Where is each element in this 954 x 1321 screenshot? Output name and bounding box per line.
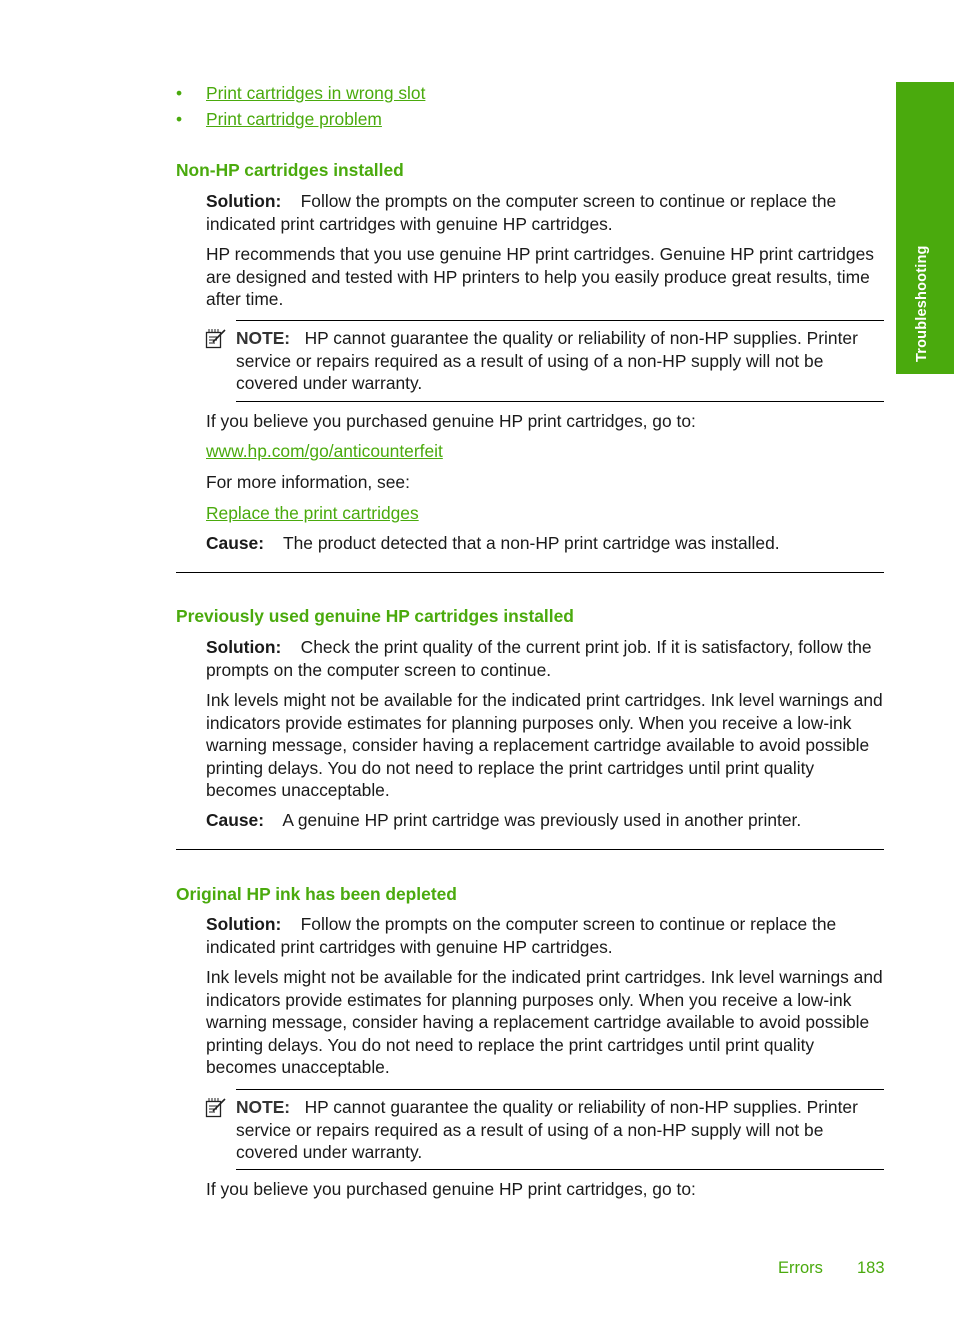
footer-page-number: 183	[857, 1259, 885, 1277]
note-label: NOTE:	[236, 1097, 291, 1117]
side-tab-troubleshooting	[896, 82, 954, 374]
note-paragraph	[236, 327, 886, 395]
note-paragraph	[236, 1096, 886, 1164]
heading-non-hp-cartridges: Non-HP cartridges installed	[176, 160, 404, 180]
heading-original-ink-depleted: Original HP ink has been depleted	[176, 884, 457, 904]
link-anticounterfeit[interactable]: www.hp.com/go/anticounterfeit	[206, 441, 443, 461]
more-info-paragraph: For more information, see:	[206, 472, 410, 492]
solution-paragraph	[206, 636, 886, 681]
note-icon	[205, 1097, 227, 1119]
note-label: NOTE:	[236, 328, 291, 348]
ink-levels-paragraph: Ink levels might not be available for the indicated print cartridges. Ink level warnings and indicators provide estimates for planning purposes only. When you receive a low-ink warning message, consider having a replacement cartridge available to avoid possible printing delays. You do not need to replace the print cartridges until print quality becomes unacceptable.	[206, 967, 883, 1077]
recommend-paragraph: HP recommends that you use genuine HP print cartridges. Genuine HP print cartridges are designed and tested with HP printers to help you easily produce great results, time after time.	[206, 244, 874, 309]
note-text: HP cannot guarantee the quality or reliability of non-HP supplies. Printer service or repairs required as a result of using of a non-HP supply will not be covered under warranty.	[236, 328, 858, 393]
section-divider	[176, 849, 884, 850]
believe-paragraph: If you believe you purchased genuine HP print cartridges, go to:	[206, 1179, 696, 1199]
cause-label: Cause:	[206, 533, 264, 553]
bullet-marker: •	[176, 109, 183, 129]
ink-levels-paragraph: Ink levels might not be available for the indicated print cartridges. Ink level warnings and indicators provide estimates for planning purposes only. When you receive a low-ink warning message, consider having a replacement cartridge available to avoid possible printing delays. You do not need to replace the print cartridges until print quality becomes unacceptable.	[206, 690, 883, 800]
heading-previously-used-cartridges: Previously used genuine HP cartridges installed	[176, 606, 574, 626]
cause-paragraph	[206, 809, 886, 832]
link-replace-print-cartridges[interactable]: Replace the print cartridges	[206, 503, 419, 523]
cause-text: A genuine HP print cartridge was previously used in another printer.	[282, 810, 802, 830]
solution-text: Check the print quality of the current print job. If it is satisfactory, follow the prompts on the computer screen to continue.	[206, 637, 872, 680]
solution-text: Follow the prompts on the computer screen to continue or replace the indicated print cartridges with genuine HP cartridges.	[206, 914, 837, 957]
note-top-rule	[236, 1089, 884, 1090]
cause-label: Cause:	[206, 810, 264, 830]
note-icon	[205, 328, 227, 350]
link-print-cartridge-problem[interactable]: Print cartridge problem	[206, 109, 382, 129]
link-print-cartridges-wrong-slot[interactable]: Print cartridges in wrong slot	[206, 83, 426, 103]
section-divider	[176, 572, 884, 573]
solution-text: Follow the prompts on the computer screen to continue or replace the indicated print cartridges with genuine HP cartridges.	[206, 191, 837, 234]
solution-paragraph	[206, 190, 886, 235]
solution-label: Solution:	[206, 914, 282, 934]
note-top-rule	[236, 320, 884, 321]
note-bottom-rule	[236, 401, 884, 402]
cause-text: The product detected that a non-HP print cartridge was installed.	[283, 533, 780, 553]
believe-paragraph: If you believe you purchased genuine HP print cartridges, go to:	[206, 411, 696, 431]
note-text: HP cannot guarantee the quality or reliability of non-HP supplies. Printer service or repairs required as a result of using of a non-HP supply will not be covered under warranty.	[236, 1097, 858, 1162]
solution-label: Solution:	[206, 191, 282, 211]
note-bottom-rule	[236, 1169, 884, 1170]
footer-section-name: Errors	[778, 1259, 823, 1277]
solution-paragraph	[206, 913, 886, 958]
cause-paragraph	[206, 532, 886, 555]
bullet-marker: •	[176, 83, 183, 103]
solution-label: Solution:	[206, 637, 282, 657]
side-tab-label: Troubleshooting	[914, 245, 930, 362]
